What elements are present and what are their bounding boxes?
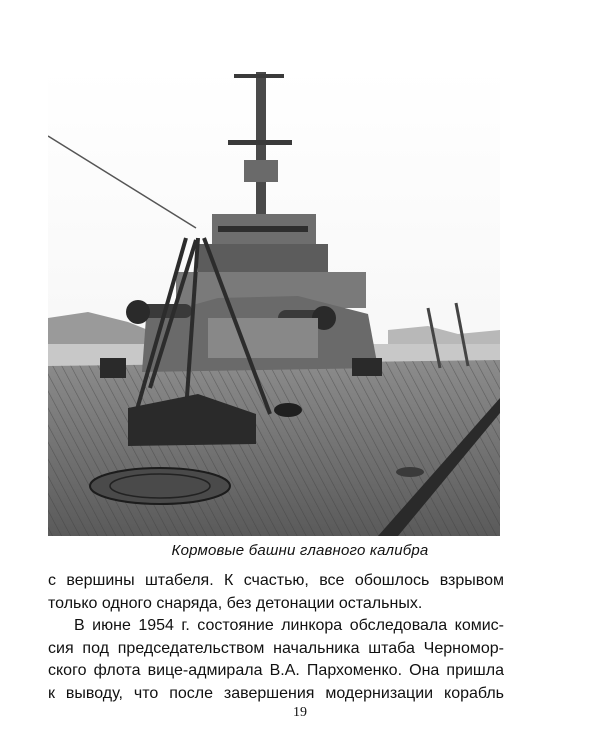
body-text <box>48 570 504 705</box>
page-number: 19 <box>293 705 307 720</box>
text-line: сия под председательством начальника штаба Черномор- <box>48 639 504 657</box>
text-line: к выводу, что после завершения модернизации корабль <box>48 684 504 702</box>
text-line: В июне 1954 г. состояние линкора обследовала комис- <box>74 617 504 634</box>
battleship-photo <box>48 68 500 536</box>
text-line: только одного снаряда, без детонации остальных. <box>48 594 423 612</box>
text-line: с вершины штабеля. К счастью, все обошлось взрывом <box>48 572 504 589</box>
text-line: ского флота вице-адмирала В.А. Пархоменко. Она пришла <box>48 662 504 679</box>
figure-caption: Кормовые башни главного калибра <box>171 542 429 559</box>
